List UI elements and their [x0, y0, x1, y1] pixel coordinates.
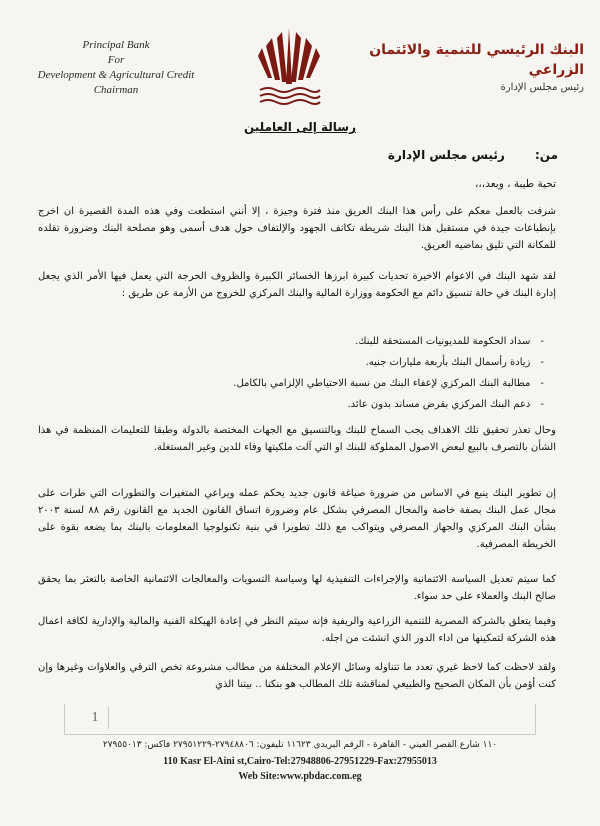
paragraph-4: إن تطوير البنك ينبع في الاساس من ضرورة صياغة قانون جديد يحكم عمله ويراعي المتغيرات والتطورات التي طرات على مجال عمل البنك بصفة خاصة والمجال المصرفي بشكل عام وضرورة اتساق القانون الجديد مع القانون رقم ٨٨ لسنة ٢٠٠٣ بشأن البنك المركزي والجهاز المصرفي ويتواكب مع ذلك تطويرا في بنية تكنولوجيا المعلومات بالبنك بما يضعه بقوة على الخريطة المصرفية. — [38, 488, 556, 550]
footer-english-address: 110 Kasr El-Aini st,Cairo-Tel:27948806-27951229-Fax:27955013 — [163, 756, 437, 767]
list-item: - سداد الحكومة للمديونيات المستحقة للبنك. — [84, 331, 544, 352]
english-letterhead — [16, 38, 216, 98]
arabic-letterhead — [344, 40, 584, 96]
from-line: من: رئيس مجلس الإدارة — [387, 148, 558, 162]
list-item: - زيادة رأسمال البنك بأربعة مليارات جنيه. — [84, 352, 544, 373]
from-label: من — [539, 148, 558, 162]
en-line-development: Development & Agricultural Credit — [37, 69, 195, 81]
from-value: رئيس مجلس الإدارة — [387, 148, 505, 162]
greeting: تحية طيبة ، وبعد،،، — [475, 178, 556, 190]
footer-website: Web Site:www.pbdac.com.eg — [238, 771, 362, 782]
page-number: 1 — [82, 707, 109, 729]
paragraph-7: ولقد لاحظت كما لاحظ غيري تعدد ما تتناوله وسائل الإعلام المختلفة من مطالب مشروعة تخص الترقي والعلاوات وغيرها وإن كنت أؤمن بأن المكان الصحيح والطبيعي لمناقشة تلك المطالب هو بنكنا .. بيتنا الذي — [38, 662, 556, 690]
letter-title: رسالة إلى العاملين — [243, 120, 357, 134]
arabic-chairman: رئيس مجلس الإدارة — [500, 82, 584, 93]
footer-arabic-address: ١١٠ شارع القصر العيني - القاهرة - الرقم البريدي ١١٦٢٣ تليفون: ٢٧٩٤٨٨٠٦-٢٧٩٥١٢٢٩ فاكس: ٢٧٩٥٥٠١٣ — [102, 740, 498, 750]
paragraph-2: لقد شهد البنك في الاعوام الاخيرة تحديات كبيرة ابرزها الخسائر الكبيرة والظروف الحرجة التي يعمل فيها الأمر الذي يجعل إدارة البنك في حالة تنسيق دائم مع الحكومة ووزارة المالية والبنك المركزي للخروج من الأزمة عن طريق : — [38, 271, 556, 299]
en-line-bank: Principal Bank — [82, 39, 150, 51]
arabic-bank-name: البنك الرئيسي للتنمية والائتمان الزراعي — [369, 42, 584, 78]
en-line-chairman: Chairman — [93, 84, 139, 96]
en-line-for: For — [107, 54, 125, 66]
bank-logo-icon — [256, 24, 322, 112]
paragraph-6: وفيما يتعلق بالشركة المصرية للتنمية الزراعية والريفية فإنه سيتم النظر في إعادة الهيكلة الفنية والمالية والإدارية لكافة اعمال هذه الشركة لتمكينها من اداء الدور الذي انشئت من اجله. — [38, 616, 556, 644]
list-item: - مطالبة البنك المركزي لإعفاء البنك من نسبة الاحتياطي الإلزامي بالكامل. — [84, 373, 544, 394]
paragraph-5: كما سيتم تعديل السياسة الائتمانية والإجراءات التنفيذية لها وسياسة التسويات والمعالجات الائتمانية الخاصة بالتعثر بما يحقق صالح البنك والعملاء على حد سواء. — [38, 574, 556, 602]
paragraph-3: وحال تعذر تحقيق تلك الاهداف يجب السماح للبنك وبالتنسيق مع الجهات المختصة بالدولة وطبقا للتعليمات المنظمة في هذا الشأن بالتصرف بالبيع لبعض الاصول المملوكة للبنك او التي آلت ملكيتها وفاء للدين وغير المستغلة. — [38, 425, 556, 453]
paragraph-1: شرفت بالعمل معكم على رأس هذا البنك العريق منذ فترة وجيزة ، إلا أنني استطعت وفي هذه المدة القصيرة ان اخرج بإنطباعات جيدة في مستقبل هذا البنك شريطة تكاتف الجهود والإلتفاف حول هدف أسمى وهو مصلحة البنك وضرورة تقلده للمكانة التي تليق بماضيه العريق. — [38, 206, 556, 251]
list-item: - دعم البنك المركزي بقرض مساند بدون عائد. — [84, 394, 544, 415]
demands-list — [84, 331, 544, 415]
page-footer-frame — [64, 704, 536, 735]
